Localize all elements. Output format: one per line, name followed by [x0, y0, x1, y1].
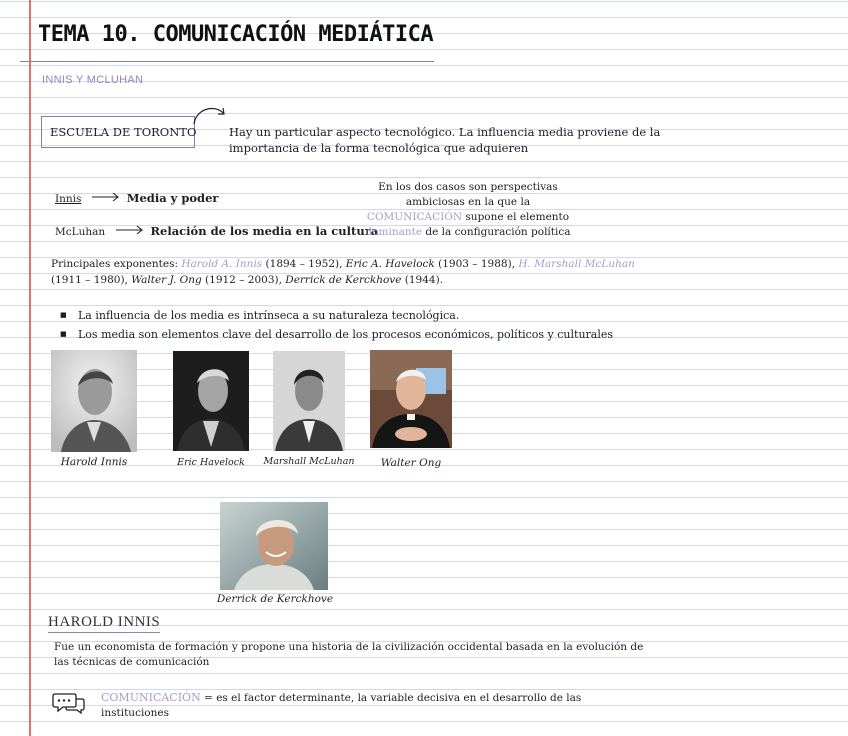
innis-note-line2: instituciones — [101, 707, 169, 719]
portrait-harold-innis — [51, 350, 137, 452]
portrait-eric-havelock — [173, 351, 249, 451]
side-note-line3 — [360, 210, 576, 225]
side-note-line4 — [360, 225, 576, 240]
caption-walter-ong: Walter Ong — [380, 457, 442, 469]
toronto-desc-line1: Hay un particular aspecto tecnológico. La influencia media proviene de la — [229, 125, 661, 139]
innis-note — [101, 690, 581, 721]
right-arrow-icon — [91, 192, 121, 202]
chat-bubbles-icon — [52, 690, 86, 716]
bullet-list — [60, 306, 613, 344]
right-arrow-icon — [115, 225, 145, 235]
side-note-highlight-comunicacion: COMUNICACIÓN — [366, 211, 463, 223]
section-heading-harold-innis: HAROLD INNIS — [48, 614, 160, 633]
exponents-label: Principales exponentes: — [51, 258, 182, 270]
side-note — [360, 180, 576, 240]
innis-note-line1 — [101, 690, 581, 706]
title-underline — [20, 61, 434, 62]
toronto-box: ESCUELA DE TORONTO — [41, 116, 195, 148]
side-note-line1: En los dos casos son perspectivas — [378, 181, 558, 193]
page-subtitle: INNIS Y MCLUHAN — [42, 74, 144, 86]
exponent-mcluhan: H. Marshall McLuhan — [518, 258, 635, 270]
exponent-havelock: Eric A. Havelock — [345, 258, 435, 270]
caption-harold-innis: Harold Innis — [60, 456, 128, 468]
side-note-line3-rest: supone el elemento — [462, 211, 570, 223]
side-note-highlight-dominante: dominante — [365, 226, 423, 238]
innis-note-highlight: COMUNICACIÓN — [101, 691, 201, 704]
innis-paragraph-line1: Fue un economista de formación y propone una historia de la civilización occidental basada en la evolución de — [54, 641, 644, 653]
side-note-line2: ambiciosas en la que la — [405, 196, 531, 208]
portrait-marshall-mcluhan — [273, 351, 345, 451]
innis-paragraph — [54, 640, 643, 670]
exponent-innis: Harold A. Innis — [181, 258, 263, 270]
exponent-kerckhove: Derrick de Kerckhove — [285, 274, 402, 286]
curved-arrow-icon — [190, 102, 232, 128]
mcluhan-topic: Relación de los media en la cultura — [150, 224, 379, 238]
portrait-walter-ong — [370, 350, 452, 448]
page-title: TEMA 10. COMUNICACIÓN MEDIÁTICA — [38, 22, 434, 47]
exponents-line2 — [51, 272, 635, 288]
exponents-line1 — [51, 256, 635, 272]
portrait-derrick-de-kerckhove — [220, 502, 328, 590]
mcluhan-label: McLuhan — [55, 226, 106, 238]
innis-label: Innis — [55, 193, 82, 205]
bullet-item: ■ La influencia de los media es intrínseca a su naturaleza tecnológica. — [60, 306, 613, 325]
exponent-kerckhove-years: (1944). — [401, 274, 444, 286]
caption-eric-havelock: Eric Havelock — [177, 457, 245, 468]
caption-derrick-de-kerckhove: Derrick de Kerckhove — [216, 593, 334, 605]
bullet-item: ■ Los media son elementos clave del desarrollo de los procesos económicos, políticos y culturales — [60, 325, 613, 344]
exponent-innis-years: (1894 – 1952), — [262, 258, 346, 270]
notebook-margin-line — [29, 0, 31, 736]
exponent-havelock-years: (1903 – 1988), — [434, 258, 519, 270]
mcluhan-row — [55, 223, 378, 240]
innis-paragraph-line2: las técnicas de comunicación — [54, 656, 210, 668]
innis-row — [55, 190, 218, 207]
side-note-line4-rest: de la configuración política — [422, 226, 571, 238]
toronto-description — [229, 124, 660, 156]
innis-topic: Media y poder — [126, 191, 219, 205]
exponent-ong-years: (1912 – 2003), — [201, 274, 286, 286]
caption-marshall-mcluhan: Marshall McLuhan — [263, 456, 355, 467]
innis-note-rest: = es el factor determinante, la variable decisiva en el desarrollo de las — [200, 692, 582, 704]
exponent-ong: Walter J. Ong — [131, 274, 202, 286]
exponent-mcluhan-years: (1911 – 1980), — [51, 274, 132, 286]
exponents-paragraph — [51, 256, 635, 288]
toronto-desc-line2: importancia de la forma tecnológica que adquieren — [229, 141, 529, 155]
